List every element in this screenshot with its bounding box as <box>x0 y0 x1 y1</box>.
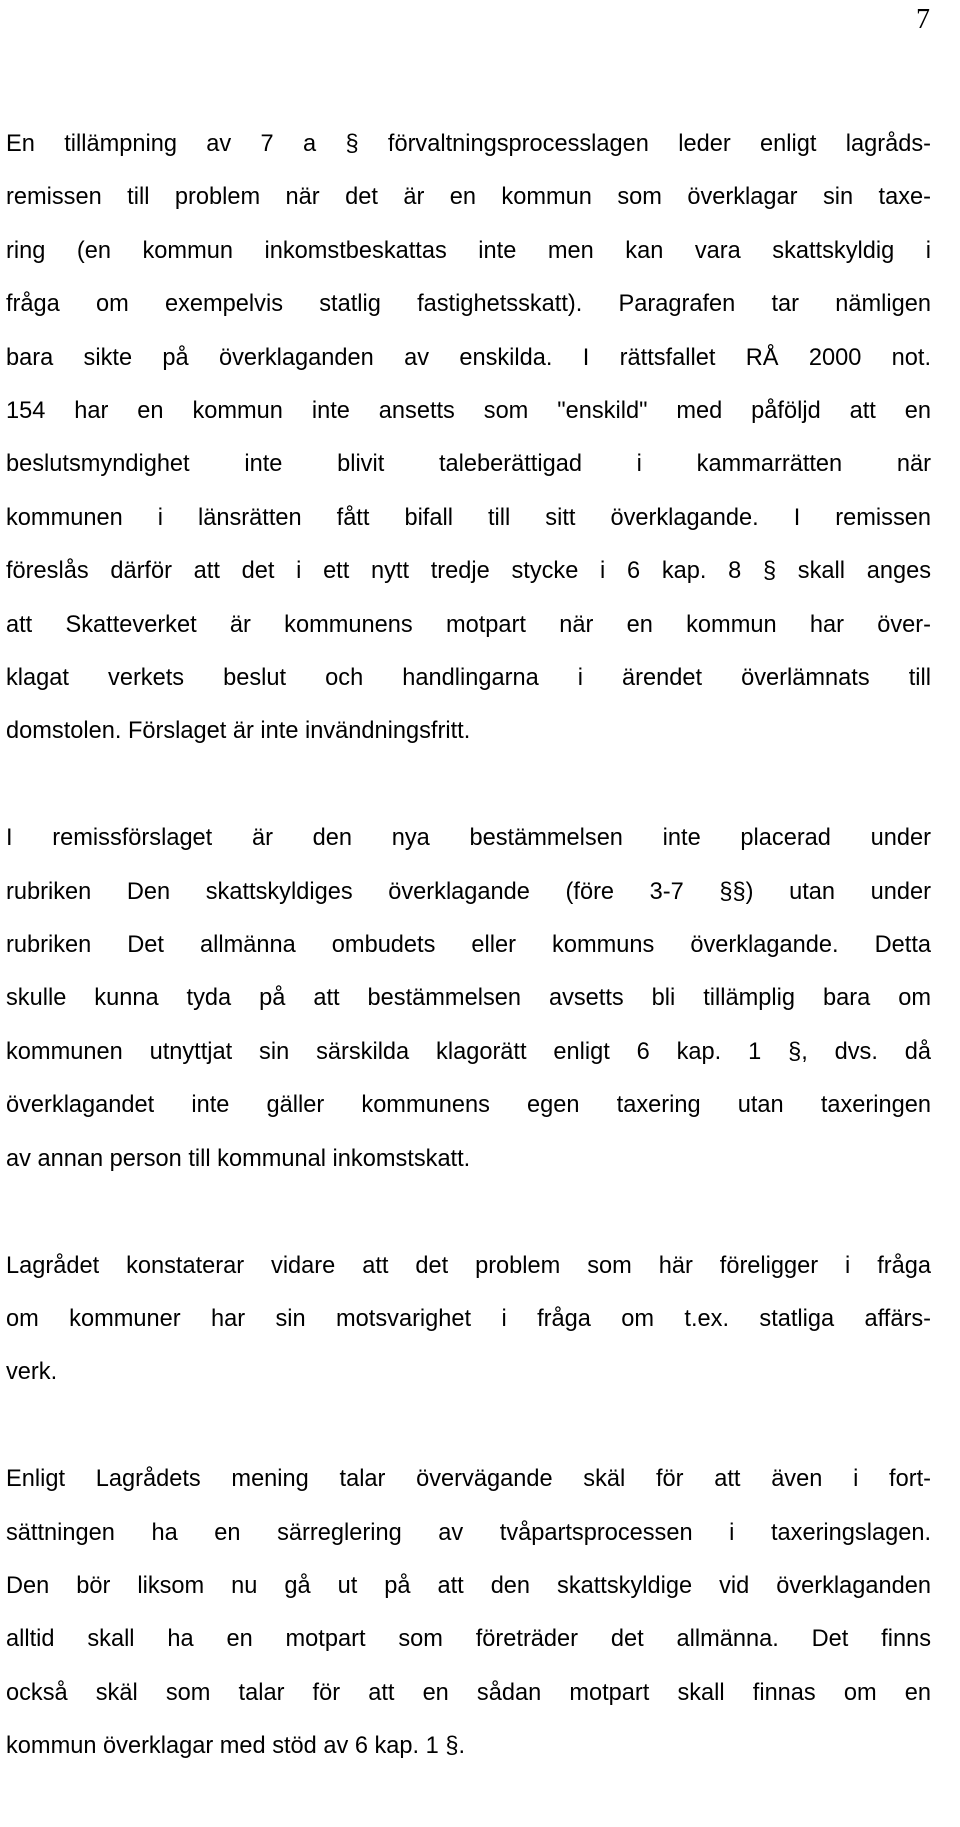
text-line: 154 har en kommun inte ansetts som "enskild" med påföljd att en <box>6 398 931 425</box>
text-line: kommun överklagar med stöd av 6 kap. 1 §. <box>6 1733 465 1760</box>
text-line: också skäl som talar för att en sådan motpart skall finnas om en <box>6 1679 931 1706</box>
text-line: rubriken Den skattskyldiges överklagande (före 3-7 §§) utan under <box>6 878 931 905</box>
paragraph <box>6 118 931 759</box>
text-line: sättningen ha en särreglering av tvåpartsprocessen i taxeringslagen. <box>6 1519 931 1546</box>
text-line: kommunen utnyttjat sin särskilda klagorätt enligt 6 kap. 1 §, dvs. då <box>6 1038 931 1065</box>
text-line: om kommuner har sin motsvarighet i fråga om t.ex. statliga affärs- <box>6 1305 931 1332</box>
text-line: kommunen i länsrätten fått bifall till sitt överklagande. I remissen <box>6 504 931 531</box>
text-line: remissen till problem när det är en kommun som överklagar sin taxe- <box>6 184 931 211</box>
text-line: alltid skall ha en motpart som företräder det allmänna. Det finns <box>6 1626 931 1653</box>
text-line: klagat verkets beslut och handlingarna i ärendet överlämnats till <box>6 665 931 692</box>
text-line: bara sikte på överklaganden av enskilda. I rättsfallet RÅ 2000 not. <box>6 344 931 371</box>
text-line: av annan person till kommunal inkomstskatt. <box>6 1145 471 1172</box>
text-line: beslutsmyndighet inte blivit taleberättigad i kammarrätten när <box>6 451 931 478</box>
text-line: överklagandet inte gäller kommunens egen taxering utan taxeringen <box>6 1092 931 1119</box>
text-line: fråga om exempelvis statlig fastighetsskatt). Paragrafen tar nämligen <box>6 291 931 318</box>
text-line: föreslås därför att det i ett nytt tredje stycke i 6 kap. 8 § skall anges <box>6 558 931 585</box>
paragraph <box>6 1240 931 1400</box>
text-line: domstolen. Förslaget är inte invändningsfritt. <box>6 718 471 745</box>
page-number: 7 <box>916 4 930 35</box>
text-line: att Skatteverket är kommunens motpart när en kommun har över- <box>6 611 931 638</box>
paragraph <box>6 812 931 1186</box>
paragraph <box>6 1453 931 1773</box>
text-line: verk. <box>6 1359 58 1386</box>
text-line: rubriken Det allmänna ombudets eller kommuns överklagande. Detta <box>6 932 931 959</box>
text-line: En tillämpning av 7 a § förvaltningsprocesslagen leder enligt lagråds- <box>6 131 931 157</box>
text-line: Den bör liksom nu gå ut på att den skattskyldige vid överklaganden <box>6 1572 931 1599</box>
text-line: I remissförslaget är den nya bestämmelsen inte placerad under <box>6 825 931 852</box>
text-line: Lagrådet konstaterar vidare att det problem som här föreligger i fråga <box>6 1252 931 1279</box>
text-line: ring (en kommun inkomstbeskattas inte men kan vara skattskyldig i <box>6 237 931 264</box>
text-line: Enligt Lagrådets mening talar övervägande skäl för att även i fort- <box>6 1466 931 1493</box>
text-line: skulle kunna tyda på att bestämmelsen avsetts bli tillämplig bara om <box>6 985 931 1012</box>
document-body <box>6 118 931 1827</box>
